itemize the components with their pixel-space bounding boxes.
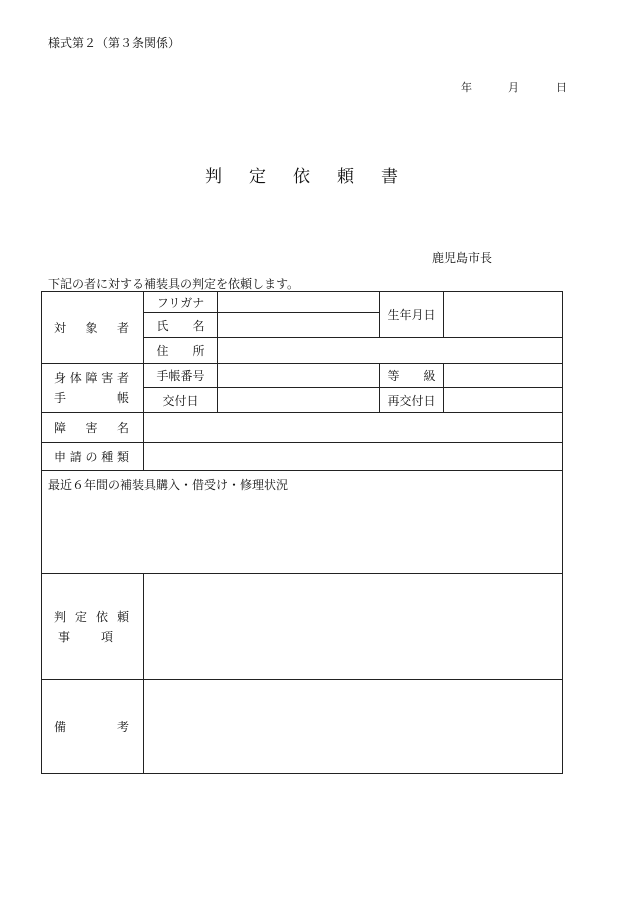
issue-date-label: 交付日 — [144, 388, 218, 413]
birthdate-field[interactable] — [444, 292, 563, 338]
application-type-field[interactable] — [144, 443, 563, 471]
furigana-field[interactable] — [218, 292, 380, 313]
table-row — [42, 443, 563, 471]
date-year-label: 年 — [461, 81, 472, 94]
document-title — [205, 162, 425, 187]
title-char: 依 — [293, 167, 337, 187]
name-field[interactable] — [218, 313, 380, 338]
request-items-label: 判 定 依 頼 事 項 — [42, 574, 144, 680]
table-row — [42, 292, 563, 313]
address-label: 住 所 — [144, 338, 218, 364]
subject-label-cell: 対 象 者 — [42, 292, 144, 364]
name-label: 氏 名 — [144, 313, 218, 338]
disability-name-field[interactable] — [144, 413, 563, 443]
table-row — [42, 413, 563, 443]
table-row — [42, 364, 563, 388]
furigana-label: フリガナ — [144, 292, 218, 313]
table-row — [42, 574, 563, 680]
history-label: 最近６年間の補装具購入・借受け・修理状況 — [48, 478, 289, 492]
disability-name-label: 障 害 名 — [42, 413, 144, 443]
form-number: 様式第２（第３条関係） — [48, 36, 181, 50]
title-char: 判 — [205, 167, 249, 187]
title-char: 定 — [249, 167, 293, 187]
table-row — [42, 680, 563, 774]
request-items-field[interactable] — [144, 574, 563, 680]
handbook-label-cell: 身 体 障 害 者 手 帳 — [42, 364, 144, 413]
remarks-label: 備 考 — [42, 680, 144, 774]
handbook-number-label: 手帳番号 — [144, 364, 218, 388]
birthdate-label: 生年月日 — [380, 292, 444, 338]
addressee: 鹿児島市長 — [432, 251, 493, 265]
title-char: 頼 — [337, 167, 381, 187]
issue-date-field[interactable] — [218, 388, 380, 413]
reissue-date-label: 再交付日 — [380, 388, 444, 413]
history-section[interactable] — [42, 471, 563, 574]
date-month-label: 月 — [508, 81, 519, 94]
handbook-number-field[interactable] — [218, 364, 380, 388]
address-field[interactable] — [218, 338, 563, 364]
intro-text: 下記の者に対する補装具の判定を依頼します。 — [48, 277, 300, 291]
table-row — [42, 471, 563, 574]
grade-field[interactable] — [444, 364, 563, 388]
remarks-field[interactable] — [144, 680, 563, 774]
request-form-table — [41, 291, 563, 774]
grade-label: 等 級 — [380, 364, 444, 388]
reissue-date-field[interactable] — [444, 388, 563, 413]
application-type-label: 申 請 の 種 類 — [42, 443, 144, 471]
title-char: 書 — [381, 167, 425, 187]
date-day-label: 日 — [556, 81, 567, 94]
